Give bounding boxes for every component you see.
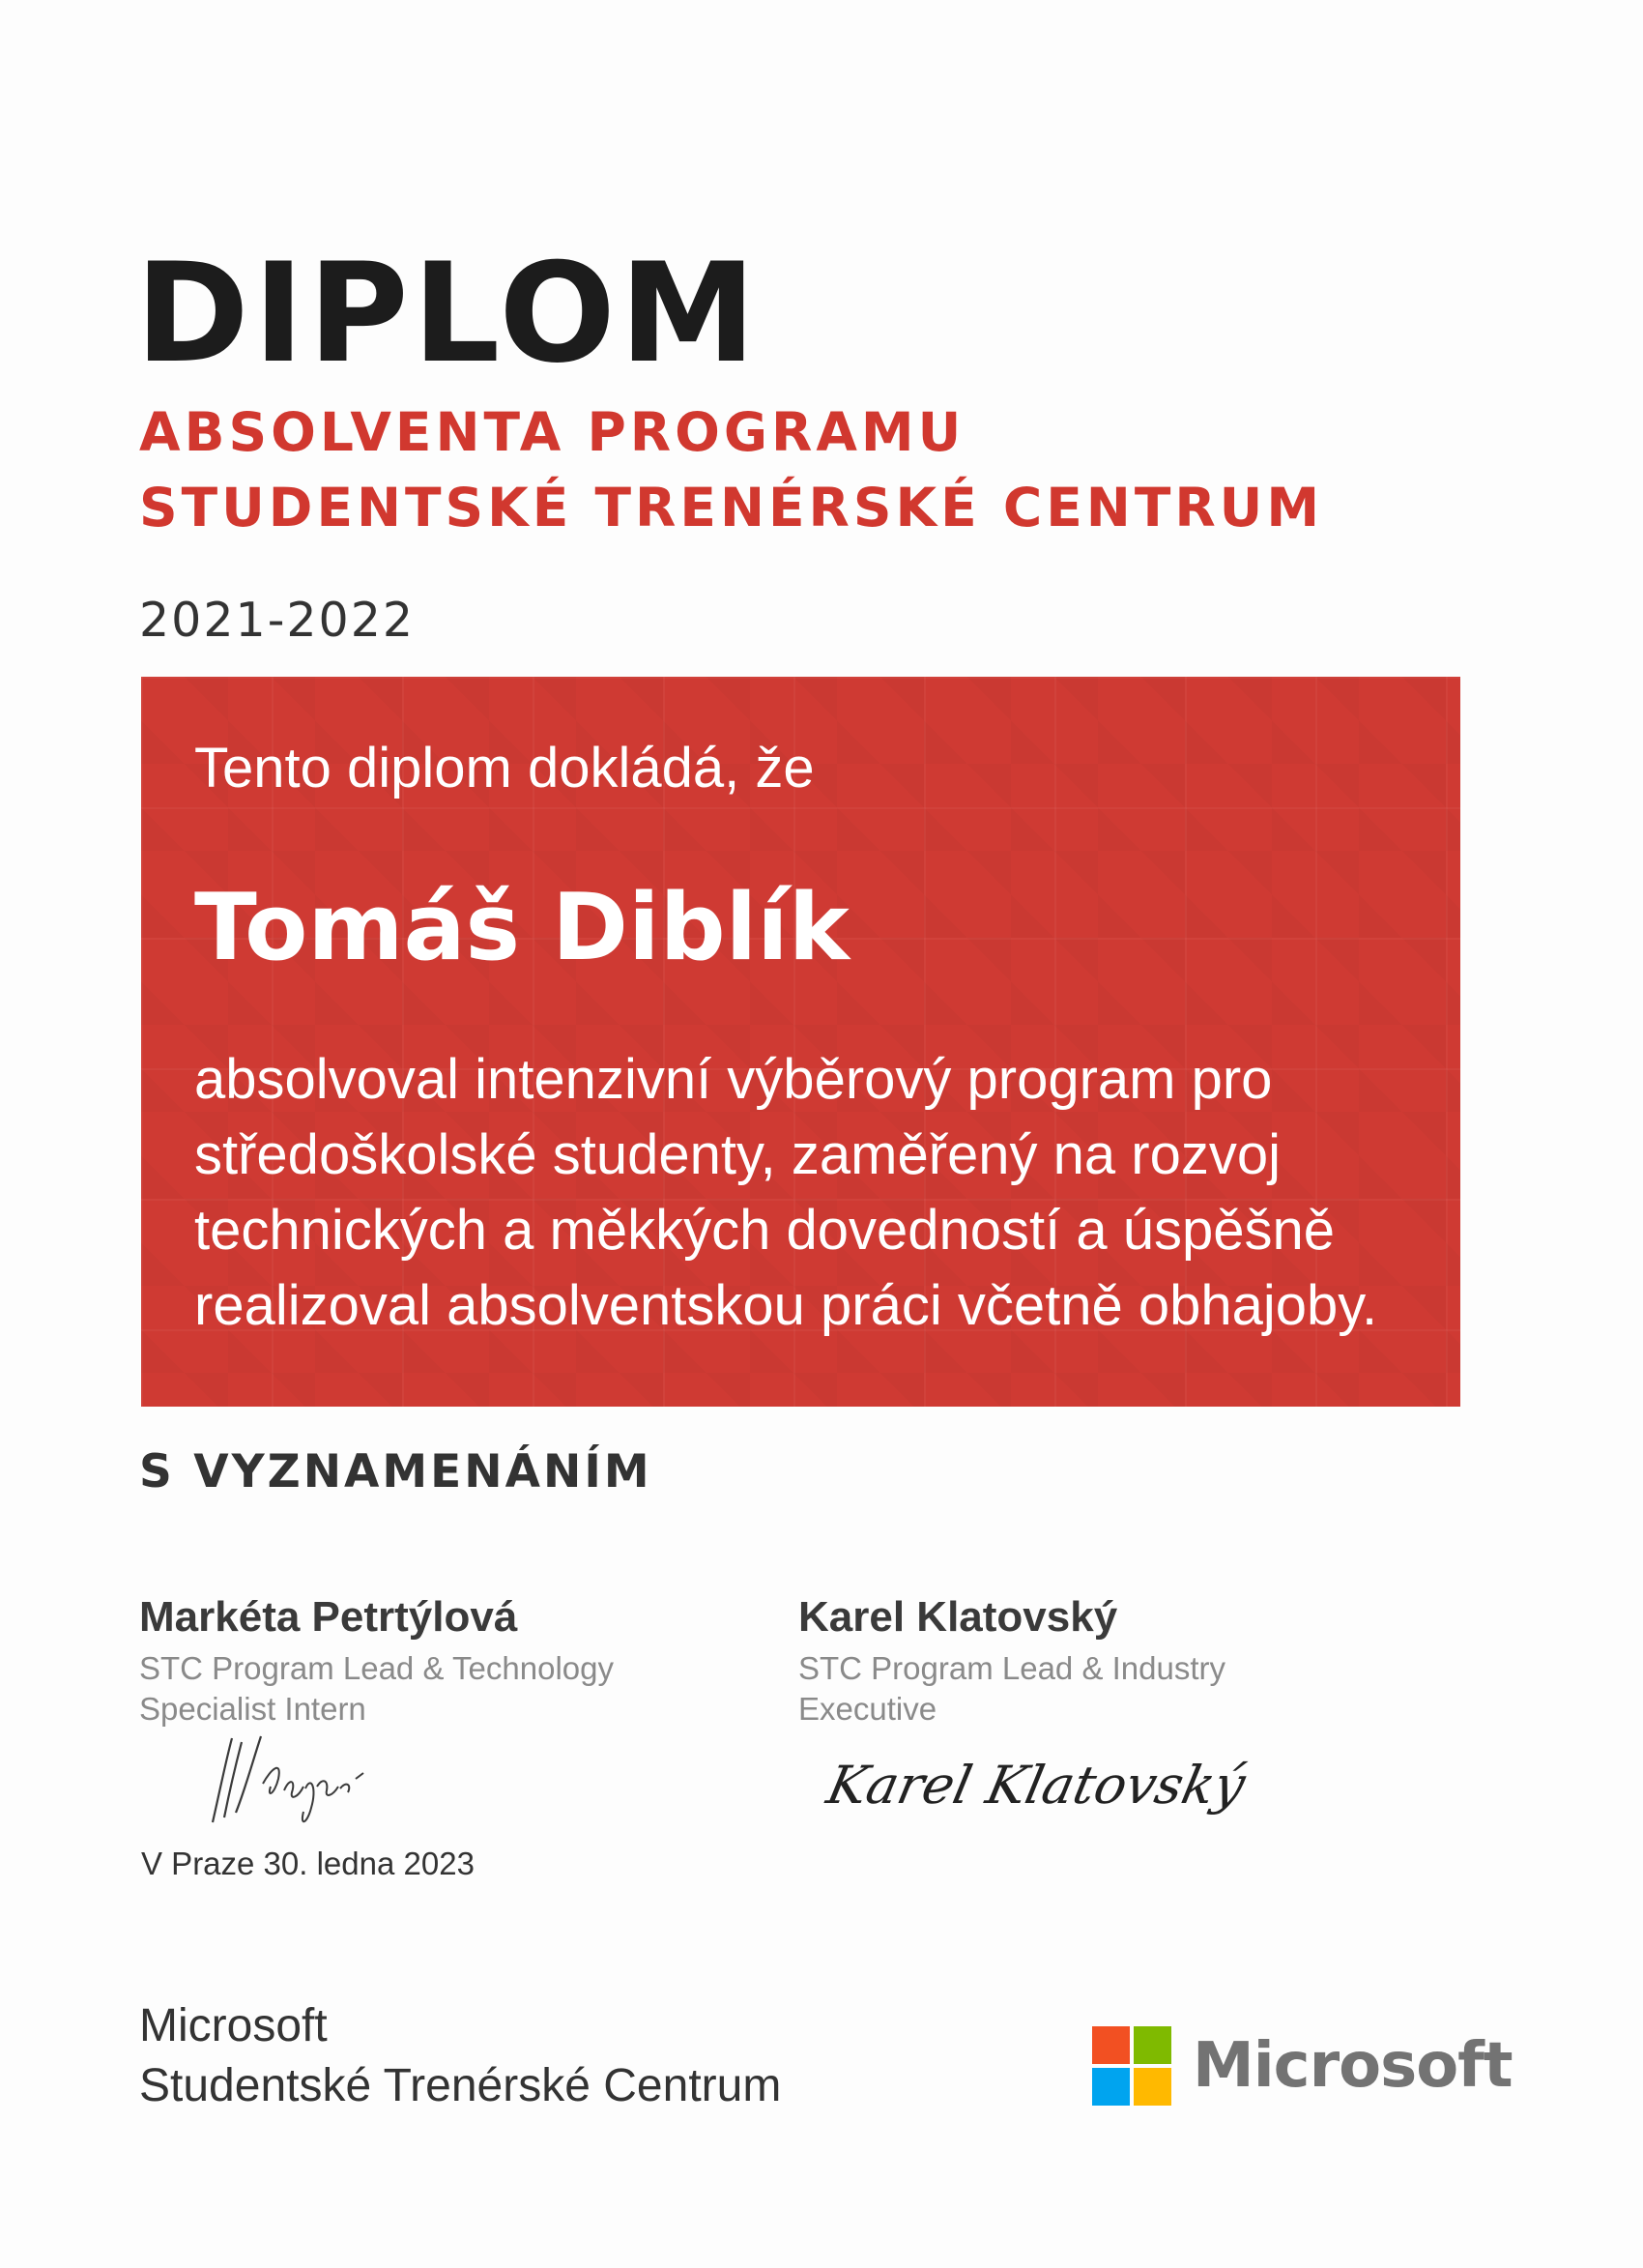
- issuer-line-1: Microsoft: [139, 2000, 328, 2051]
- signature-right: [822, 1735, 1251, 1832]
- program-year: 2021-2022: [139, 593, 416, 648]
- signature-left: [203, 1730, 387, 1837]
- logo-square-yellow: [1134, 2068, 1171, 2106]
- issuer-line-2: Studentské Trenérské Centrum: [139, 2060, 782, 2111]
- microsoft-squares-icon: [1092, 2026, 1171, 2106]
- diploma-title: DIPLOM: [135, 234, 761, 393]
- honors-label: S VYZNAMENÁNÍM: [139, 1445, 652, 1498]
- logo-square-red: [1092, 2026, 1130, 2064]
- signatory-right: [798, 1590, 1340, 1730]
- microsoft-logo: [1092, 2025, 1513, 2107]
- certificate-statement-box: [141, 677, 1460, 1407]
- signatory-name: Markéta Petrtýlová: [139, 1593, 518, 1641]
- signatory-role: STC Program Lead & Industry Executive: [798, 1650, 1226, 1727]
- signature-text: Karel Klatovský: [822, 1754, 1251, 1816]
- recipient-name: Tomáš Diblík: [194, 875, 850, 981]
- logo-square-green: [1134, 2026, 1171, 2064]
- signatory-role: STC Program Lead & Technology Specialist Intern: [139, 1650, 614, 1727]
- logo-square-blue: [1092, 2068, 1130, 2106]
- certificate-intro: Tento diplom dokládá, že: [194, 737, 815, 800]
- signatory-name: Karel Klatovský: [798, 1593, 1118, 1641]
- subtitle-line-1: ABSOLVENTA PROGRAMU: [139, 401, 966, 463]
- subtitle-line-2: STUDENTSKÉ TRENÉRSKÉ CENTRUM: [139, 477, 1324, 538]
- logo-wordmark: Microsoft: [1193, 2030, 1513, 2102]
- certificate-description: absolvoval intenzivní výběrový program pro středoškolské studenty, zaměřený na rozvoj technických a měkkých dovedností a úspěšně realizoval absolventskou práci včetně obhajoby.: [194, 1048, 1378, 1337]
- issuer-organization: [139, 1996, 781, 2116]
- place-and-date: V Praze 30. ledna 2023: [141, 1846, 475, 1881]
- signatory-left: [139, 1590, 680, 1730]
